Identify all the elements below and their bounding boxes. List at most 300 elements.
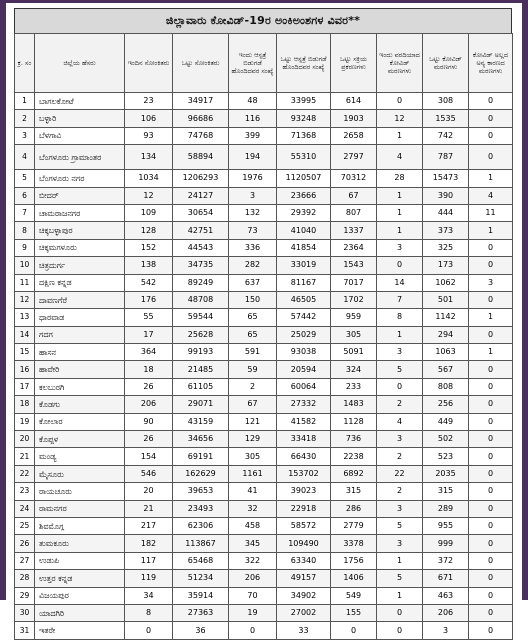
total-cases-cell: 61105 [173, 378, 229, 395]
today-cases-cell: 106 [125, 110, 173, 127]
today-cases-cell: 93 [125, 127, 173, 144]
total-deaths-cell: 501 [423, 291, 469, 308]
today-discharged-cell: 3 [229, 187, 277, 204]
table-row [15, 127, 513, 144]
table-row [15, 291, 513, 308]
today-deaths-cell: 4 [377, 413, 423, 430]
today-cases-cell: 26 [125, 378, 173, 395]
total-cases-cell: 48708 [173, 291, 229, 308]
non-covid-deaths-cell: 0 [469, 517, 513, 534]
table-row [15, 204, 513, 221]
total-discharged-cell: 29392 [277, 204, 331, 221]
active-cases-cell: 614 [331, 93, 377, 110]
table-row [15, 344, 513, 361]
active-cases-cell: 1337 [331, 222, 377, 239]
today-deaths-cell: 0 [377, 378, 423, 395]
non-covid-deaths-cell: 1 [469, 344, 513, 361]
today-cases-cell: 0 [125, 622, 173, 639]
sno-cell: 13 [15, 309, 35, 326]
total-deaths-cell: 671 [423, 570, 469, 587]
table-title: ಜಿಲ್ಲಾವಾರು ಕೋವಿಡ್-19ರ ಅಂಕಿಅಂಶಗಳ ವಿವರ** [14, 8, 512, 33]
table-row [15, 483, 513, 500]
sno-cell: 23 [15, 483, 35, 500]
total-cases-cell: 1206293 [173, 170, 229, 187]
table-row [15, 326, 513, 343]
header-sno: ಕ್ರ. ಸಂ [15, 34, 35, 93]
district-name-cell: ಚಿತ್ರದುರ್ಗ [35, 257, 125, 274]
sno-cell: 31 [15, 622, 35, 639]
non-covid-deaths-cell: 0 [469, 483, 513, 500]
today-deaths-cell: 1 [377, 127, 423, 144]
district-name-cell: ದಾವಣಗೆರೆ [35, 291, 125, 308]
table-row [15, 587, 513, 604]
today-deaths-cell: 1 [377, 204, 423, 221]
district-name-cell: ಹಾಸನ [35, 344, 125, 361]
district-name-cell: ಗದಗ [35, 326, 125, 343]
sno-cell: 10 [15, 257, 35, 274]
non-covid-deaths-cell: 0 [469, 622, 513, 639]
district-name-cell: ಬಳ್ಳಾರಿ [35, 110, 125, 127]
sno-cell: 6 [15, 187, 35, 204]
total-cases-cell: 25628 [173, 326, 229, 343]
table-body [15, 93, 513, 640]
today-discharged-cell: 0 [229, 622, 277, 639]
total-discharged-cell: 63340 [277, 552, 331, 569]
district-name-cell: ಶಿವಮೊಗ್ಗ [35, 517, 125, 534]
non-covid-deaths-cell: 0 [469, 552, 513, 569]
total-deaths-cell: 15473 [423, 170, 469, 187]
today-cases-cell: 119 [125, 570, 173, 587]
today-discharged-cell: 65 [229, 309, 277, 326]
non-covid-deaths-cell: 0 [469, 448, 513, 465]
active-cases-cell: 233 [331, 378, 377, 395]
today-deaths-cell: 3 [377, 500, 423, 517]
active-cases-cell: 324 [331, 361, 377, 378]
total-deaths-cell: 1063 [423, 344, 469, 361]
total-deaths-cell: 1535 [423, 110, 469, 127]
district-name-cell: ಕೊಪ್ಪಳ [35, 431, 125, 448]
district-name-cell: ಮಂಡ್ಯ [35, 448, 125, 465]
today-deaths-cell: 2 [377, 483, 423, 500]
table-row [15, 110, 513, 127]
non-covid-deaths-cell: 0 [469, 431, 513, 448]
sno-cell: 4 [15, 145, 35, 170]
header-row [15, 34, 513, 93]
non-covid-deaths-cell: 3 [469, 274, 513, 291]
district-name-cell: ಕೊಡಗು [35, 396, 125, 413]
table-row [15, 145, 513, 170]
table-row [15, 500, 513, 517]
non-covid-deaths-cell: 0 [469, 127, 513, 144]
active-cases-cell: 2238 [331, 448, 377, 465]
total-discharged-cell: 1120507 [277, 170, 331, 187]
total-cases-cell: 42751 [173, 222, 229, 239]
table-row [15, 413, 513, 430]
active-cases-cell: 1543 [331, 257, 377, 274]
total-cases-cell: 35914 [173, 587, 229, 604]
today-deaths-cell: 1 [377, 326, 423, 343]
active-cases-cell: 1756 [331, 552, 377, 569]
header-total-deaths: ಒಟ್ಟು ಕೋವಿಡ್ ಮರಣಗಳು [423, 34, 469, 93]
active-cases-cell: 1702 [331, 291, 377, 308]
total-deaths-cell: 787 [423, 145, 469, 170]
total-deaths-cell: 502 [423, 431, 469, 448]
table-row [15, 274, 513, 291]
active-cases-cell: 2658 [331, 127, 377, 144]
sno-cell: 20 [15, 431, 35, 448]
today-deaths-cell: 0 [377, 93, 423, 110]
active-cases-cell: 2364 [331, 239, 377, 256]
total-discharged-cell: 41582 [277, 413, 331, 430]
today-discharged-cell: 399 [229, 127, 277, 144]
today-deaths-cell: 4 [377, 145, 423, 170]
today-discharged-cell: 336 [229, 239, 277, 256]
sno-cell: 26 [15, 535, 35, 552]
total-cases-cell: 36 [173, 622, 229, 639]
sno-cell: 15 [15, 344, 35, 361]
today-discharged-cell: 458 [229, 517, 277, 534]
total-deaths-cell: 256 [423, 396, 469, 413]
total-discharged-cell: 33418 [277, 431, 331, 448]
today-deaths-cell: 7 [377, 291, 423, 308]
active-cases-cell: 7017 [331, 274, 377, 291]
table-row [15, 622, 513, 639]
total-discharged-cell: 25029 [277, 326, 331, 343]
non-covid-deaths-cell: 0 [469, 570, 513, 587]
today-deaths-cell: 2 [377, 448, 423, 465]
total-discharged-cell: 93038 [277, 344, 331, 361]
sno-cell: 28 [15, 570, 35, 587]
total-cases-cell: 34735 [173, 257, 229, 274]
today-cases-cell: 18 [125, 361, 173, 378]
sno-cell: 29 [15, 587, 35, 604]
active-cases-cell: 1406 [331, 570, 377, 587]
today-deaths-cell: 1 [377, 552, 423, 569]
non-covid-deaths-cell: 0 [469, 145, 513, 170]
header-today-deaths: ಇಂದು ವರದಿಯಾದ ಕೋವಿಡ್ ಮರಣಗಳು [377, 34, 423, 93]
active-cases-cell: 5091 [331, 344, 377, 361]
total-deaths-cell: 449 [423, 413, 469, 430]
non-covid-deaths-cell: 0 [469, 587, 513, 604]
district-name-cell: ರಾಯಚೂರು [35, 483, 125, 500]
today-discharged-cell: 116 [229, 110, 277, 127]
non-covid-deaths-cell: 0 [469, 465, 513, 482]
total-deaths-cell: 444 [423, 204, 469, 221]
total-deaths-cell: 373 [423, 222, 469, 239]
total-discharged-cell: 109490 [277, 535, 331, 552]
today-discharged-cell: 1976 [229, 170, 277, 187]
header-non-covid-deaths: ಕೋವಿಡ್ ಅಲ್ಲದ ಅನ್ಯ ಕಾರಣದ ಮರಣಗಳು [469, 34, 513, 93]
table-row [15, 378, 513, 395]
today-cases-cell: 90 [125, 413, 173, 430]
district-name-cell: ದಕ್ಷಿಣ ಕನ್ನಡ [35, 274, 125, 291]
total-cases-cell: 21485 [173, 361, 229, 378]
non-covid-deaths-cell: 0 [469, 291, 513, 308]
today-cases-cell: 34 [125, 587, 173, 604]
total-deaths-cell: 463 [423, 587, 469, 604]
total-cases-cell: 99193 [173, 344, 229, 361]
active-cases-cell: 807 [331, 204, 377, 221]
today-cases-cell: 217 [125, 517, 173, 534]
today-deaths-cell: 3 [377, 344, 423, 361]
total-discharged-cell: 20594 [277, 361, 331, 378]
today-discharged-cell: 1161 [229, 465, 277, 482]
today-cases-cell: 546 [125, 465, 173, 482]
sno-cell: 21 [15, 448, 35, 465]
total-discharged-cell: 33 [277, 622, 331, 639]
today-cases-cell: 8 [125, 604, 173, 621]
table-row [15, 431, 513, 448]
total-discharged-cell: 55310 [277, 145, 331, 170]
non-covid-deaths-cell: 0 [469, 239, 513, 256]
total-discharged-cell: 39023 [277, 483, 331, 500]
today-deaths-cell: 0 [377, 257, 423, 274]
total-discharged-cell: 23666 [277, 187, 331, 204]
frame-left-border [0, 0, 6, 600]
district-name-cell: ಚಾಮರಾಜನಗರ [35, 204, 125, 221]
total-deaths-cell: 523 [423, 448, 469, 465]
today-cases-cell: 138 [125, 257, 173, 274]
table-row [15, 257, 513, 274]
total-cases-cell: 74768 [173, 127, 229, 144]
district-name-cell: ಬೆಳಗಾವಿ [35, 127, 125, 144]
total-deaths-cell: 999 [423, 535, 469, 552]
today-discharged-cell: 73 [229, 222, 277, 239]
active-cases-cell: 959 [331, 309, 377, 326]
non-covid-deaths-cell: 0 [469, 326, 513, 343]
sno-cell: 1 [15, 93, 35, 110]
today-cases-cell: 21 [125, 500, 173, 517]
table-row [15, 187, 513, 204]
today-cases-cell: 17 [125, 326, 173, 343]
sno-cell: 3 [15, 127, 35, 144]
today-cases-cell: 20 [125, 483, 173, 500]
active-cases-cell: 305 [331, 326, 377, 343]
sno-cell: 17 [15, 378, 35, 395]
today-deaths-cell: 3 [377, 239, 423, 256]
district-name-cell: ವಿಜಯಪುರ [35, 587, 125, 604]
today-deaths-cell: 14 [377, 274, 423, 291]
frame-right-border [522, 0, 528, 600]
active-cases-cell: 1903 [331, 110, 377, 127]
total-discharged-cell: 81167 [277, 274, 331, 291]
today-discharged-cell: 70 [229, 587, 277, 604]
active-cases-cell: 736 [331, 431, 377, 448]
active-cases-cell: 0 [331, 622, 377, 639]
non-covid-deaths-cell: 1 [469, 309, 513, 326]
sno-cell: 18 [15, 396, 35, 413]
non-covid-deaths-cell: 0 [469, 500, 513, 517]
today-discharged-cell: 65 [229, 326, 277, 343]
non-covid-deaths-cell: 0 [469, 413, 513, 430]
table-row [15, 222, 513, 239]
total-deaths-cell: 808 [423, 378, 469, 395]
header-active-cases: ಒಟ್ಟು ಸಕ್ರಿಯ ಪ್ರಕರಣಗಳು [331, 34, 377, 93]
today-deaths-cell: 1 [377, 187, 423, 204]
header-total-cases: ಒಟ್ಟು ಸೋಂಕಿತರು [173, 34, 229, 93]
total-cases-cell: 51234 [173, 570, 229, 587]
today-deaths-cell: 0 [377, 622, 423, 639]
today-cases-cell: 206 [125, 396, 173, 413]
table-row [15, 361, 513, 378]
sno-cell: 27 [15, 552, 35, 569]
total-cases-cell: 58894 [173, 145, 229, 170]
today-deaths-cell: 0 [377, 604, 423, 621]
total-deaths-cell: 289 [423, 500, 469, 517]
active-cases-cell: 67 [331, 187, 377, 204]
total-deaths-cell: 372 [423, 552, 469, 569]
table-row [15, 570, 513, 587]
total-deaths-cell: 390 [423, 187, 469, 204]
table-row [15, 552, 513, 569]
total-discharged-cell: 49157 [277, 570, 331, 587]
today-discharged-cell: 322 [229, 552, 277, 569]
total-cases-cell: 30654 [173, 204, 229, 221]
total-discharged-cell: 27002 [277, 604, 331, 621]
non-covid-deaths-cell: 1 [469, 222, 513, 239]
total-cases-cell: 96686 [173, 110, 229, 127]
total-deaths-cell: 173 [423, 257, 469, 274]
sno-cell: 22 [15, 465, 35, 482]
total-discharged-cell: 41854 [277, 239, 331, 256]
total-discharged-cell: 34902 [277, 587, 331, 604]
statistics-sheet [14, 8, 512, 640]
frame-top-border [0, 0, 528, 3]
district-name-cell: ಹಾವೇರಿ [35, 361, 125, 378]
today-cases-cell: 109 [125, 204, 173, 221]
table-row [15, 604, 513, 621]
today-cases-cell: 117 [125, 552, 173, 569]
total-deaths-cell: 206 [423, 604, 469, 621]
sno-cell: 11 [15, 274, 35, 291]
total-cases-cell: 39653 [173, 483, 229, 500]
sno-cell: 25 [15, 517, 35, 534]
active-cases-cell: 549 [331, 587, 377, 604]
non-covid-deaths-cell: 0 [469, 257, 513, 274]
total-cases-cell: 27363 [173, 604, 229, 621]
table-row [15, 93, 513, 110]
today-deaths-cell: 2 [377, 396, 423, 413]
header-total-discharged: ಒಟ್ಟು ಆಸ್ಪತ್ರೆ ಬಿಡುಗಡೆ ಹೊಂದಿದವರ ಸಂಖ್ಯೆ [277, 34, 331, 93]
total-cases-cell: 34656 [173, 431, 229, 448]
total-cases-cell: 29071 [173, 396, 229, 413]
table-row [15, 517, 513, 534]
sno-cell: 12 [15, 291, 35, 308]
total-cases-cell: 23493 [173, 500, 229, 517]
today-discharged-cell: 206 [229, 570, 277, 587]
total-discharged-cell: 153702 [277, 465, 331, 482]
total-cases-cell: 62306 [173, 517, 229, 534]
district-name-cell: ಕಲಬುರಗಿ [35, 378, 125, 395]
today-cases-cell: 23 [125, 93, 173, 110]
total-deaths-cell: 315 [423, 483, 469, 500]
district-name-cell: ಚಿಕ್ಕಮಗಳೂರು [35, 239, 125, 256]
today-discharged-cell: 194 [229, 145, 277, 170]
district-name-cell: ರಾಮನಗರ [35, 500, 125, 517]
non-covid-deaths-cell: 0 [469, 361, 513, 378]
sno-cell: 19 [15, 413, 35, 430]
sno-cell: 30 [15, 604, 35, 621]
today-discharged-cell: 121 [229, 413, 277, 430]
today-discharged-cell: 48 [229, 93, 277, 110]
today-discharged-cell: 2 [229, 378, 277, 395]
today-deaths-cell: 5 [377, 517, 423, 534]
table-row [15, 448, 513, 465]
table-row [15, 309, 513, 326]
total-discharged-cell: 33019 [277, 257, 331, 274]
total-discharged-cell: 41040 [277, 222, 331, 239]
total-cases-cell: 89249 [173, 274, 229, 291]
table-row [15, 239, 513, 256]
sno-cell: 14 [15, 326, 35, 343]
header-district: ಜಿಲ್ಲೆಯ ಹೆಸರು [35, 34, 125, 93]
total-discharged-cell: 66430 [277, 448, 331, 465]
table-row [15, 465, 513, 482]
active-cases-cell: 155 [331, 604, 377, 621]
today-discharged-cell: 41 [229, 483, 277, 500]
non-covid-deaths-cell: 0 [469, 378, 513, 395]
today-deaths-cell: 1 [377, 222, 423, 239]
today-discharged-cell: 129 [229, 431, 277, 448]
non-covid-deaths-cell: 11 [469, 204, 513, 221]
today-cases-cell: 12 [125, 187, 173, 204]
today-deaths-cell: 3 [377, 535, 423, 552]
non-covid-deaths-cell: 0 [469, 604, 513, 621]
today-deaths-cell: 28 [377, 170, 423, 187]
non-covid-deaths-cell: 4 [469, 187, 513, 204]
header-today-discharged: ಇಂದು ಆಸ್ಪತ್ರೆ ಬಿಡುಗಡೆ ಹೊಂದಿದವರ ಸಂಖ್ಯೆ [229, 34, 277, 93]
total-deaths-cell: 308 [423, 93, 469, 110]
sno-cell: 2 [15, 110, 35, 127]
today-cases-cell: 364 [125, 344, 173, 361]
total-cases-cell: 43159 [173, 413, 229, 430]
today-discharged-cell: 282 [229, 257, 277, 274]
district-name-cell: ಬೆಂಗಳೂರು ಗ್ರಾಮಾಂತರ [35, 145, 125, 170]
today-cases-cell: 134 [125, 145, 173, 170]
total-cases-cell: 44543 [173, 239, 229, 256]
total-deaths-cell: 2035 [423, 465, 469, 482]
today-discharged-cell: 345 [229, 535, 277, 552]
active-cases-cell: 3378 [331, 535, 377, 552]
today-discharged-cell: 637 [229, 274, 277, 291]
today-cases-cell: 152 [125, 239, 173, 256]
today-discharged-cell: 59 [229, 361, 277, 378]
total-cases-cell: 59544 [173, 309, 229, 326]
total-discharged-cell: 71368 [277, 127, 331, 144]
total-deaths-cell: 955 [423, 517, 469, 534]
total-discharged-cell: 22918 [277, 500, 331, 517]
non-covid-deaths-cell: 0 [469, 396, 513, 413]
active-cases-cell: 1128 [331, 413, 377, 430]
sno-cell: 24 [15, 500, 35, 517]
today-cases-cell: 542 [125, 274, 173, 291]
active-cases-cell: 2779 [331, 517, 377, 534]
sno-cell: 5 [15, 170, 35, 187]
today-discharged-cell: 132 [229, 204, 277, 221]
today-discharged-cell: 150 [229, 291, 277, 308]
district-name-cell: ಉತ್ತರ ಕನ್ನಡ [35, 570, 125, 587]
today-discharged-cell: 67 [229, 396, 277, 413]
today-discharged-cell: 19 [229, 604, 277, 621]
total-discharged-cell: 46505 [277, 291, 331, 308]
active-cases-cell: 6892 [331, 465, 377, 482]
total-deaths-cell: 1142 [423, 309, 469, 326]
active-cases-cell: 286 [331, 500, 377, 517]
district-name-cell: ಬಾಗಲಕೋಟೆ [35, 93, 125, 110]
total-discharged-cell: 27332 [277, 396, 331, 413]
today-cases-cell: 55 [125, 309, 173, 326]
today-deaths-cell: 12 [377, 110, 423, 127]
